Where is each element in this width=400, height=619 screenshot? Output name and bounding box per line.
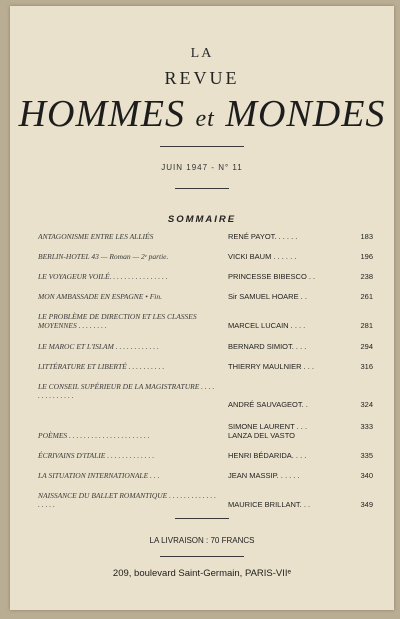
toc-page: 324 xyxy=(360,400,373,409)
publisher-address: 209, boulevard Saint-Germain, PARIS-VIIᵉ xyxy=(112,568,292,579)
toc-page: 281 xyxy=(360,321,373,330)
toc-author: Sir SAMUEL HOARE . . xyxy=(228,292,307,301)
toc-title: LITTÉRATURE ET LIBERTÉ . . . . . . . . . . xyxy=(38,362,165,371)
toc-page: 196 xyxy=(360,252,373,261)
magazine-cover xyxy=(10,6,394,610)
toc-author: ANDRÉ SAUVAGEOT. . xyxy=(228,400,308,409)
toc-bottom-rule xyxy=(175,518,229,519)
title-et: et xyxy=(195,106,215,132)
issue-date: JUIN 1947 - N° 11 xyxy=(161,163,243,172)
toc-page: 340 xyxy=(360,471,373,480)
toc-page: 238 xyxy=(360,272,373,281)
toc-title: ÉCRIVAINS D'ITALIE . . . . . . . . . . . . . xyxy=(38,451,155,460)
toc-page: 294 xyxy=(360,342,373,351)
toc-author: VICKI BAUM . . . . . . xyxy=(228,252,297,261)
toc-author: MAURICE BRILLANT. . . xyxy=(228,500,311,509)
price-line: LA LIVRAISON : 70 FRANCS xyxy=(149,536,255,545)
toc-author: SIMONE LAURENT . . . LANZA DEL VASTO xyxy=(228,422,308,440)
title-hommes: HOMMES xyxy=(18,93,185,135)
toc-author: JEAN MASSIP. . . . . . xyxy=(228,471,300,480)
toc-title: BERLIN-HOTEL 43 — Roman — 2ᵉ partie. xyxy=(38,252,169,261)
toc-title: LE MAROC ET L'ISLAM . . . . . . . . . . . . xyxy=(38,342,159,351)
toc-page: 335 xyxy=(360,451,373,460)
toc-page: 316 xyxy=(360,362,373,371)
toc-author: PRINCESSE BIBESCO . . xyxy=(228,272,316,281)
masthead-la: LA xyxy=(190,46,214,61)
toc-page: 333 xyxy=(360,422,373,431)
toc-author: RENÉ PAYOT. . . . . . xyxy=(228,232,298,241)
toc-title: ANTAGONISME ENTRE LES ALLIÉS xyxy=(38,232,154,241)
toc-title: LE PROBLÈME DE DIRECTION ET LES CLASSES MOYENNES . . . . . . . . xyxy=(38,312,197,330)
magazine-title xyxy=(10,92,394,136)
toc-title: LE VOYAGEUR VOILÉ. . . . . . . . . . . . . . . . xyxy=(38,272,168,281)
title-mondes: MONDES xyxy=(225,93,386,135)
toc-author: HENRI BÉDARIDA. . . . xyxy=(228,451,307,460)
toc-author: MARCEL LUCAIN . . . . xyxy=(228,321,306,330)
toc-page: 183 xyxy=(360,232,373,241)
toc-author: BERNARD SIMIOT. . . . xyxy=(228,342,307,351)
toc-author: THIERRY MAULNIER . . . xyxy=(228,362,314,371)
masthead-revue: REVUE xyxy=(164,68,240,88)
toc-title: LE CONSEIL SUPÉRIEUR DE LA MAGISTRATURE . . . . . . . . . . . . . . xyxy=(38,382,215,400)
toc-title: NAISSANCE DU BALLET ROMANTIQUE . . . . . . . . . . . . . . . . . . xyxy=(38,491,216,509)
toc-page: 261 xyxy=(360,292,373,301)
title-rule xyxy=(160,146,244,147)
toc-title: LA SITUATION INTERNATIONALE . . . xyxy=(38,471,160,480)
toc-title: MON AMBASSADE EN ESPAGNE • Fin. xyxy=(38,292,163,301)
sommaire-heading: SOMMAIRE xyxy=(167,214,237,225)
toc-page: 349 xyxy=(360,500,373,509)
price-rule xyxy=(160,556,244,557)
issue-rule xyxy=(175,188,229,189)
toc-title: POÈMES . . . . . . . . . . . . . . . . . . . . . . xyxy=(38,431,150,440)
